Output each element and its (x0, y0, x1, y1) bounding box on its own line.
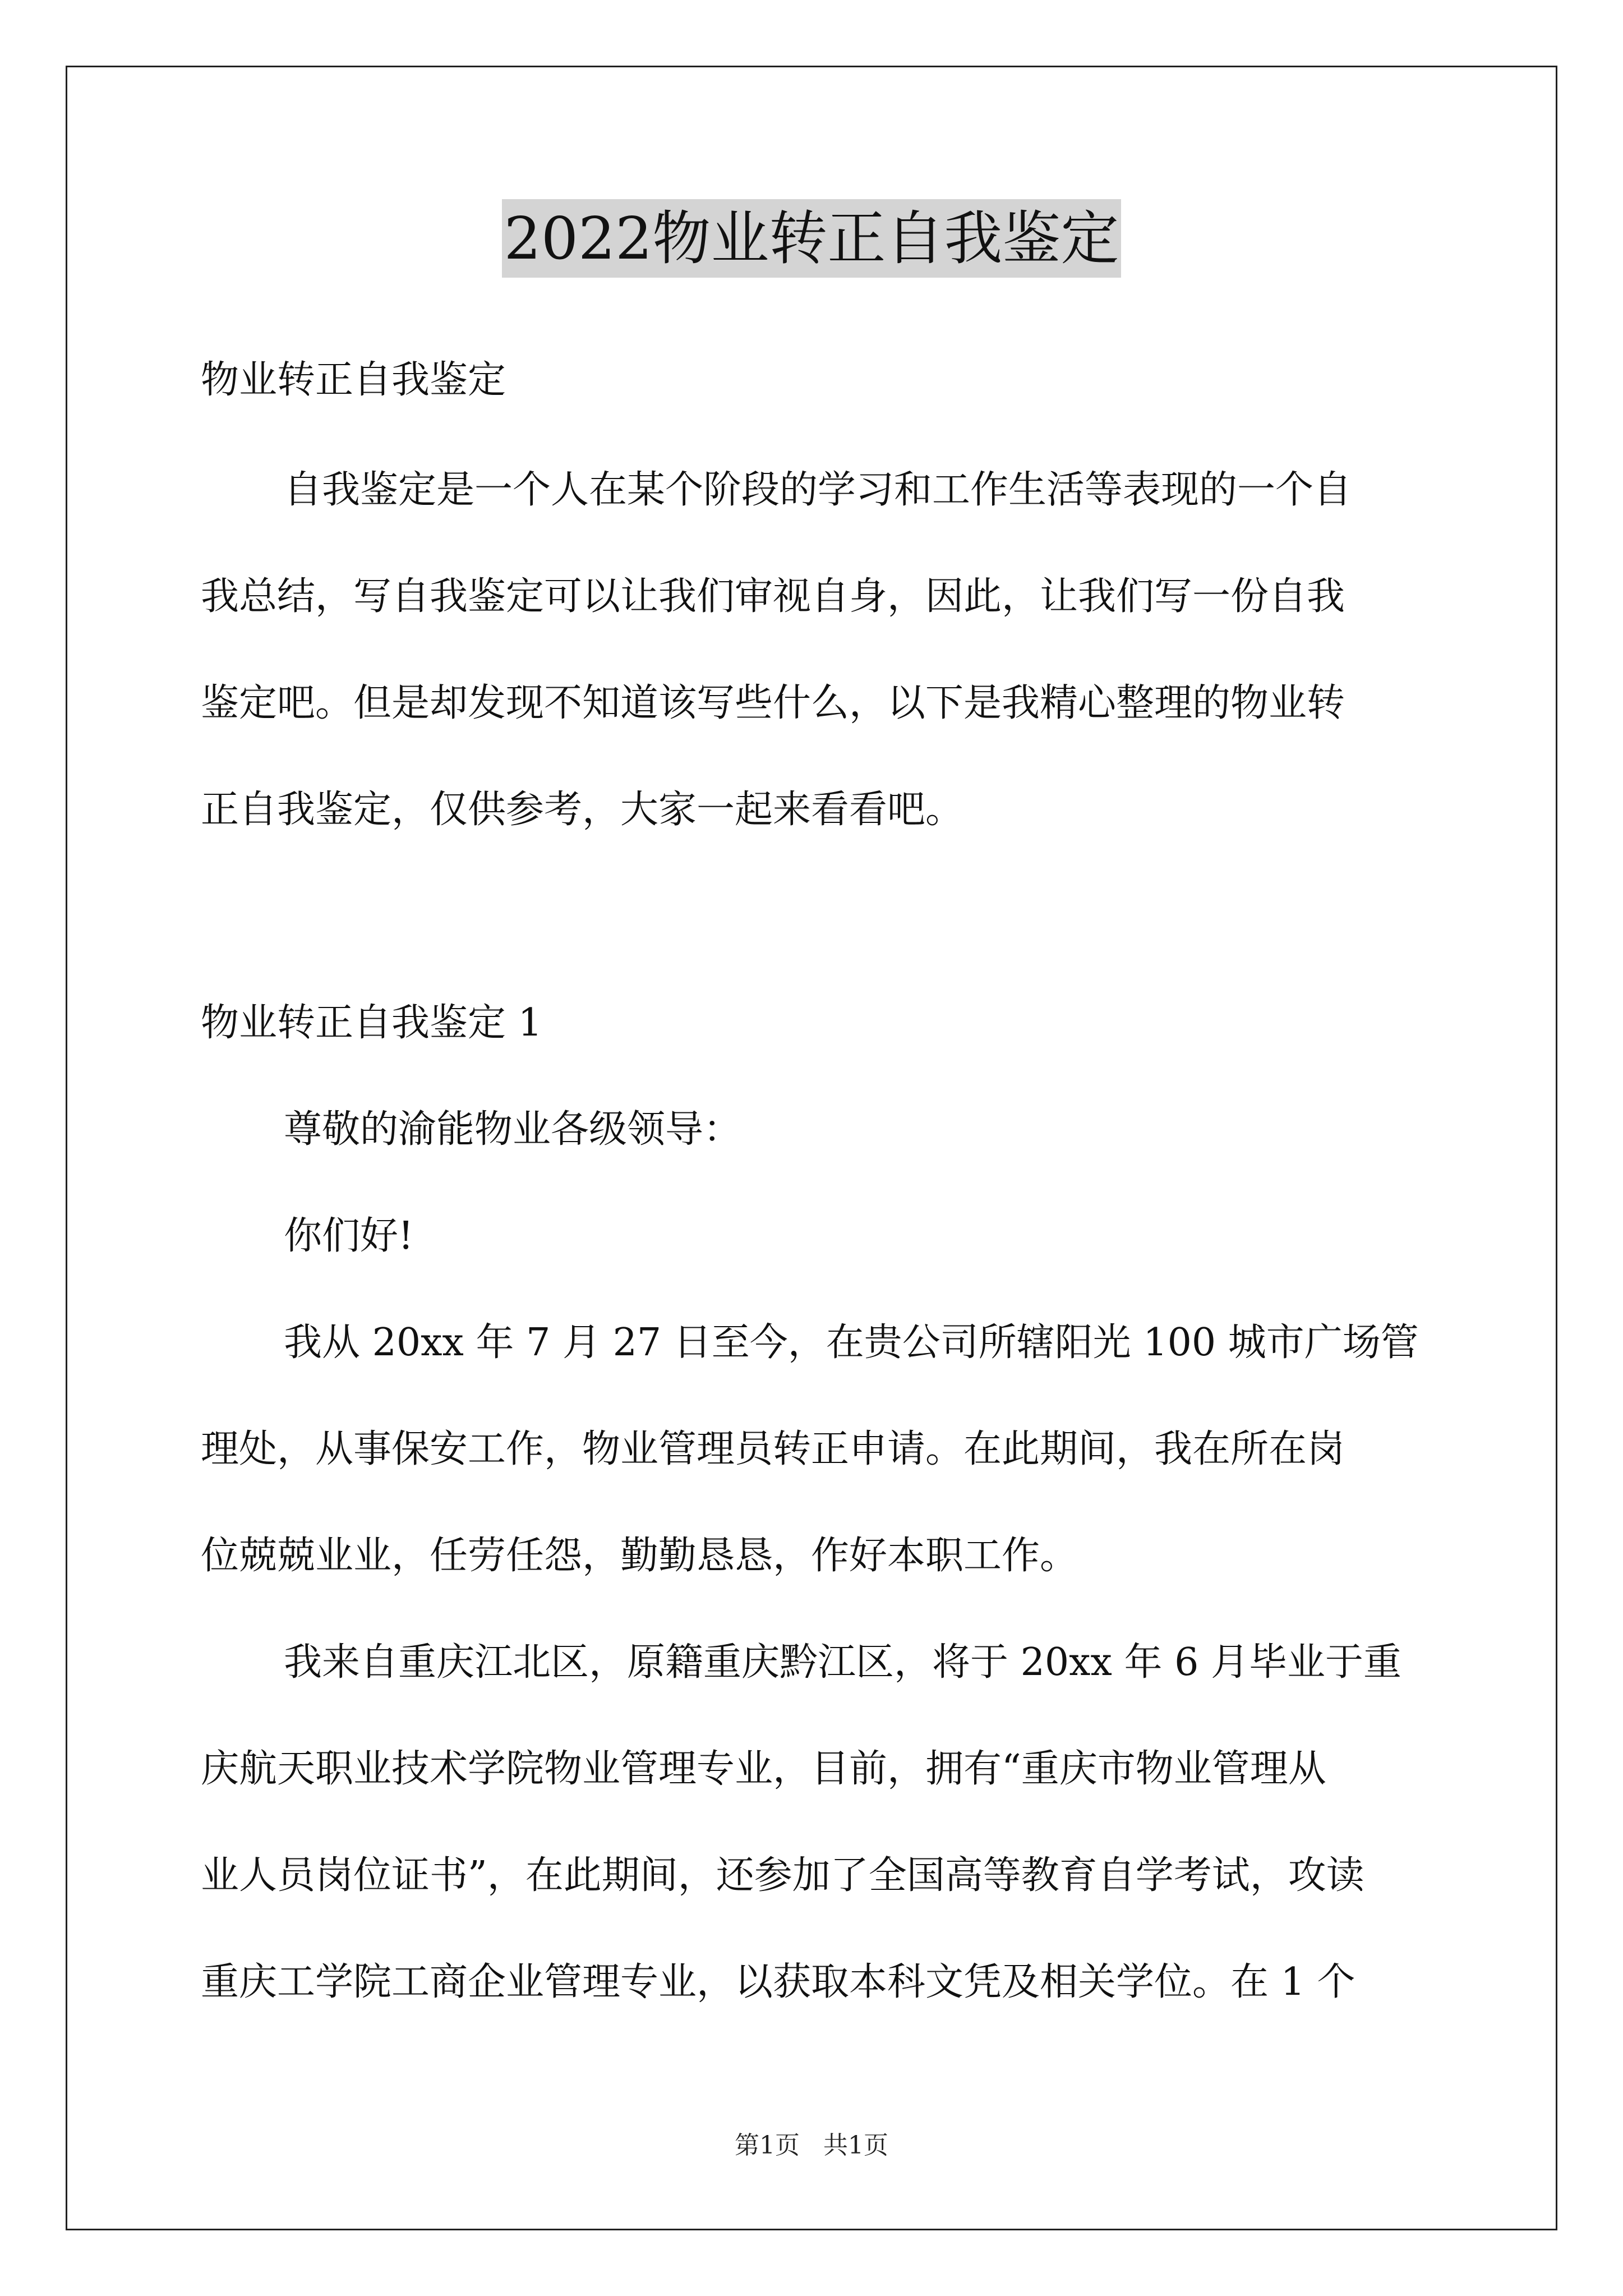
page-footer (0, 2125, 1623, 2161)
greeting: 你们好! (284, 1214, 414, 1258)
intro-line: 自我鉴定是一个人在某个阶段的学习和工作生活等表现的一个自 (284, 468, 1352, 512)
paragraph-line: 庆航天职业技术学院物业管理专业，目前，拥有“重庆市物业管理从 (201, 1747, 1326, 1791)
page-number: 第1页 (735, 2131, 800, 2160)
intro-line: 正自我鉴定，仅供参考，大家一起来看看吧。 (201, 788, 964, 832)
paragraph-line: 业人员岗位证书”，在此期间，还参加了全国高等教育自学考试，攻读 (201, 1853, 1364, 1898)
document-title: 2022物业转正自我鉴定 (502, 199, 1122, 278)
document-body (201, 0, 1429, 2296)
paragraph-line: 我从 20xx 年 7 月 27 日至今，在贵公司所辖阳光 100 城市广场管 (284, 1320, 1419, 1365)
section-heading: 物业转正自我鉴定 1 (201, 1001, 542, 1045)
salutation: 尊敬的渝能物业各级领导： (284, 1107, 742, 1152)
paragraph-line: 理处，从事保安工作，物业管理员转正申请。在此期间，我在所在岗 (201, 1427, 1345, 1471)
paragraph-line: 我来自重庆江北区，原籍重庆黔江区，将于 20xx 年 6 月毕业于重 (284, 1640, 1401, 1685)
section-heading: 物业转正自我鉴定 (201, 358, 506, 402)
intro-line: 鉴定吧。但是却发现不知道该写些什么，以下是我精心整理的物业转 (201, 681, 1345, 725)
paragraph-line: 重庆工学院工商企业管理专业，以获取本科文凭及相关学位。在 1 个 (201, 1960, 1355, 2004)
paragraph-line: 位兢兢业业，任劳任怨，勤勤恳恳，作好本职工作。 (201, 1534, 1078, 1578)
intro-line: 我总结，写自我鉴定可以让我们审视自身，因此，让我们写一份自我 (201, 574, 1345, 619)
total-pages: 共1页 (823, 2131, 888, 2160)
